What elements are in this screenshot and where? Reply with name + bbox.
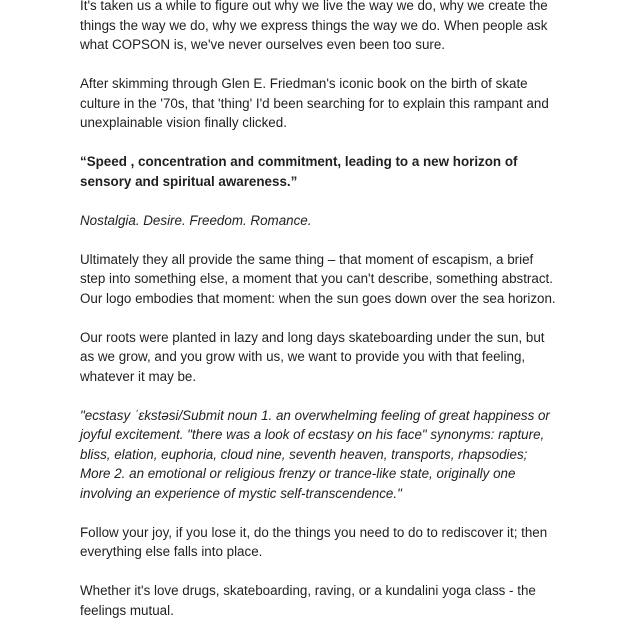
tagline: Nostalgia. Desire. Freedom. Romance.	[80, 212, 312, 228]
roots-paragraph: Our roots were planted in lazy and long days skateboarding under the sun, but as we grow, and you grow with us, we want to provide you with that feeling, whatever it may be.	[80, 329, 545, 384]
intro-paragraph: It's taken us a while to figure out why we live the way we do, why we create the things the way we do, why we express things the way we do. When people ask what COPSON is, we've never ourselves even been too sure.	[80, 0, 548, 52]
pull-quote: “Speed , concentration and commitment, leading to a new horizon of sensory and spiritual awareness.”	[80, 154, 518, 189]
escapism-paragraph: Ultimately they all provide the same thing – that moment of escapism, a brief step into something else, a moment that you can't describe, something abstract. Our logo embodies that moment: when the sun goes down over the sea horizon.	[80, 251, 556, 306]
joy-paragraph: Follow your joy, if you lose it, do the things you need to do to rediscover it; then everything else falls into place.	[80, 524, 548, 559]
document-body	[80, 0, 560, 640]
friedman-paragraph: After skimming through Glen E. Friedman's iconic book on the birth of skate culture in the '70s, that 'thing' I'd been searching for to explain this rampant and unexplainable vision finally clicked.	[80, 76, 549, 130]
closing-paragraph: Whether it's love drugs, skateboarding, raving, or a kundalini yoga class - the feelings mutual.	[80, 583, 536, 618]
ecstasy-definition: "ecstasy ˈɛkstəsi/Submit noun 1. an overwhelming feeling of great happiness or joyful excitement. "there was a look of ecstasy on his face" synonyms: rapture, bliss, elation, euphoria, cloud nine, seventh heaven, transports, rhapsodies; More 2. an emotional or religious frenzy or trance-like state, originally one involving an experience of mystic self-transcendence."	[80, 407, 550, 501]
